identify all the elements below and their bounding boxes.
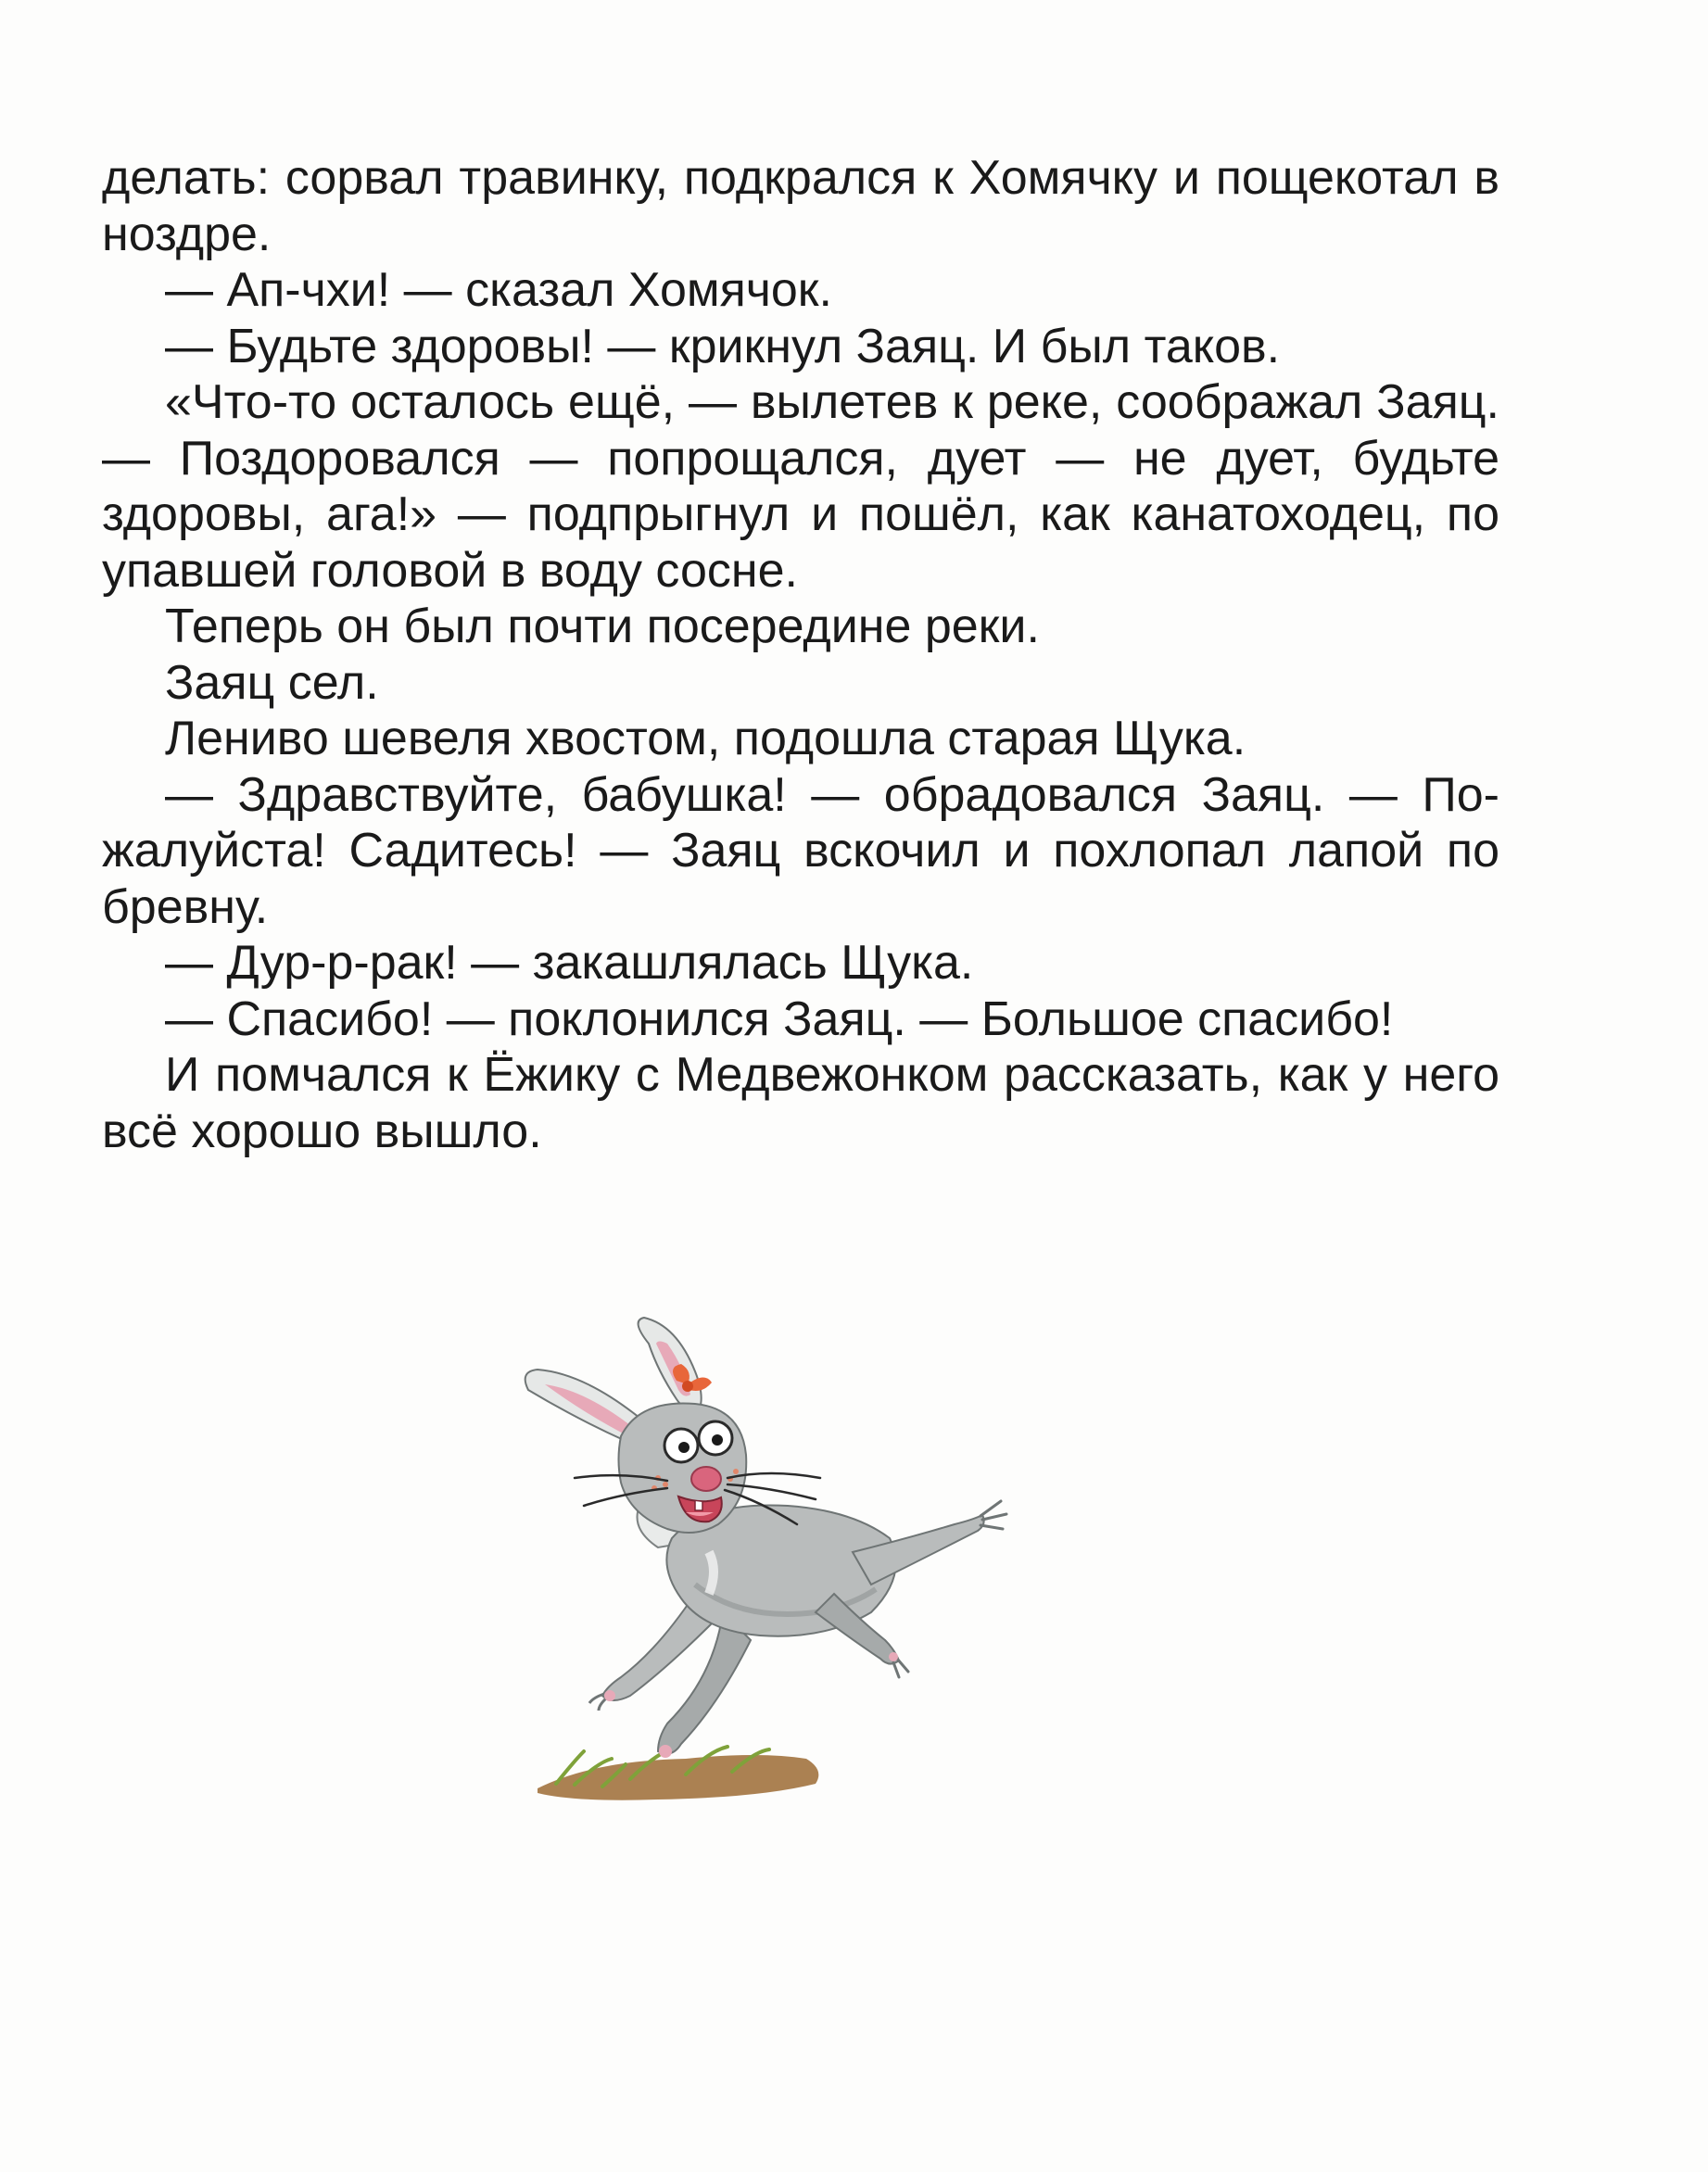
paragraph: Лениво шевеля хвостом, подошла старая Щука.: [165, 712, 1246, 765]
paragraph: Теперь он был почти посередине реки.: [165, 600, 1040, 653]
running-hare-illustration: [519, 1316, 1149, 1835]
story-text: [102, 150, 1499, 1159]
paragraph: — Будьте здоровы! — крикнул Заяц. И был таков.: [165, 319, 1281, 373]
hare-nose: [691, 1467, 721, 1491]
paragraph: — Здравствуйте, бабушка! — обрадовался Заяц. — Пожалуйста! Садитесь! — Заяц вскочил и похлопал лапой по бревну.: [102, 767, 1499, 934]
paragraph: — Дур-р-рак! — закашлялась Щука.: [165, 936, 974, 990]
running-hare-icon: [519, 1316, 1149, 1835]
paragraph: — Спасибо! — поклонился Заяц. — Большое спасибо!: [165, 991, 1394, 1046]
paragraph: И помчался к Ёжику с Медвежонком рассказать, как у него всё хорошо вышло.: [102, 1048, 1499, 1158]
paragraph: Заяц сел.: [165, 655, 379, 710]
paragraph: — Ап-чхи! — сказал Хомячок.: [165, 263, 833, 317]
paragraph: делать: сорвал травинку, подкрался к Хомячку и пощекотал в ноздре.: [102, 151, 1499, 261]
hare-front-leg: [853, 1515, 984, 1585]
paragraph: «Что-то осталось ещё, — вылетев к реке, соображал Заяц. — Поздоровался — попрощался, дует — не дует, будьте здоровы, ага!» — подпрыгнул и пошёл, как канатоходец, по упавшей головой в воду сосне.: [102, 375, 1499, 598]
